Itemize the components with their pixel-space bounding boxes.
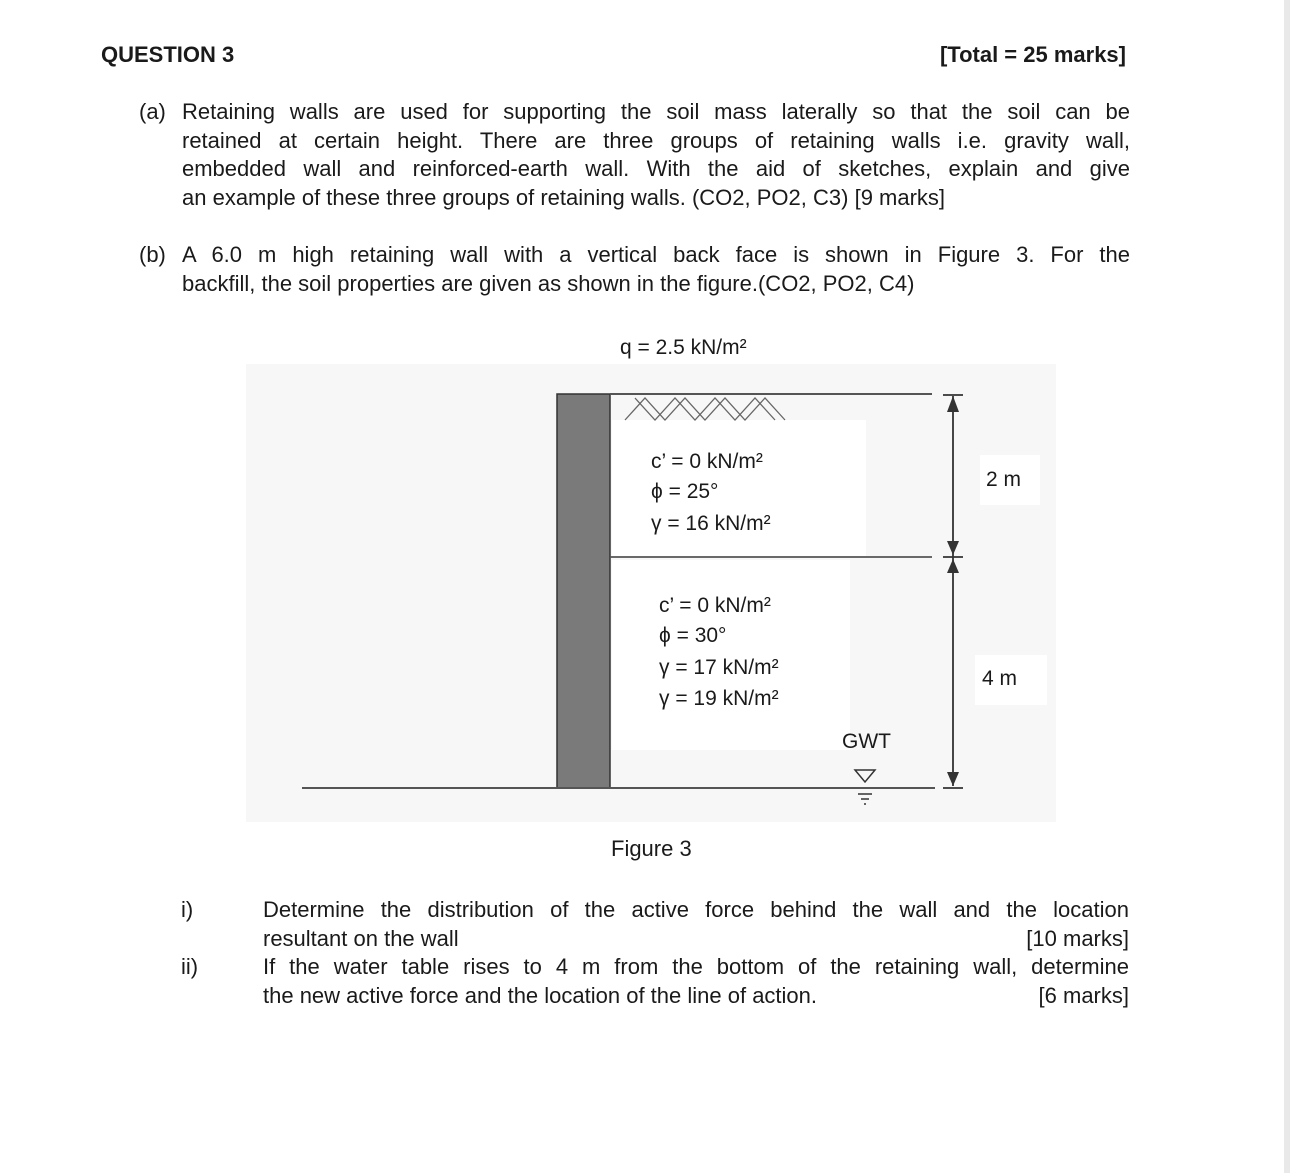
surcharge-label: q = 2.5 kN/m² (620, 336, 747, 359)
gwt-label: GWT (842, 730, 891, 753)
layer1-unit-weight: γ = 16 kN/m² (651, 512, 771, 535)
layer1-friction-angle: ϕ = 25° (651, 480, 719, 503)
subquestion-ii-line1: If the water table rises to 4 m from the bottom of the retaining wall, determine (263, 954, 1129, 979)
subquestion-i-line2: resultant on the wall (263, 925, 459, 951)
subquestion-ii-line2: the new active force and the location of the line of action. (263, 982, 818, 1008)
part-a-line: Retaining walls are used for supporting the soil mass laterally so that the soil can be (182, 99, 1130, 124)
dimension-4m: 4 m (982, 667, 1018, 690)
part-a-label: (a) (139, 99, 166, 124)
part-a-marks: [9 marks] (854, 184, 946, 210)
part-b-label: (b) (139, 242, 166, 267)
question-title: QUESTION 3 (101, 42, 235, 67)
part-b-line: backfill, the soil properties are given as shown in the figure.(CO2, PO2, C4) (182, 270, 915, 296)
layer2-cohesion: c’ = 0 kN/m² (659, 594, 771, 617)
layer2-saturated-unit-weight: γ = 19 kN/m² (659, 687, 779, 710)
subquestion-ii-line2-row (263, 982, 1129, 1011)
subquestion-i-line1: Determine the distribution of the active force behind the wall and the location (263, 897, 1129, 922)
retaining-wall (557, 394, 610, 788)
layer2-panel (612, 560, 850, 750)
subquestion-ii-marks: [6 marks] (1038, 982, 1129, 1008)
part-b-line: A 6.0 m high retaining wall with a vertical back face is shown in Figure 3. For the (182, 242, 1130, 267)
subquestion-i-marks: [10 marks] (1026, 925, 1129, 951)
layer2-friction-angle: ϕ = 30° (659, 624, 727, 647)
part-a-line: embedded wall and reinforced-earth wall. With the aid of sketches, explain and give (182, 156, 1130, 181)
total-marks: [Total = 25 marks] (939, 42, 1126, 67)
layer1-cohesion: c’ = 0 kN/m² (651, 450, 763, 473)
subquestion-i-label: i) (181, 897, 194, 922)
part-a-line: retained at certain height. There are three groups of retaining walls i.e. gravity wall, (182, 127, 1130, 153)
figure-caption: Figure 3 (611, 836, 692, 861)
subquestion-i (263, 896, 1129, 953)
layer2-unit-weight: γ = 17 kN/m² (659, 656, 779, 679)
part-a-line: an example of these three groups of retaining walls. (CO2, PO2, C3) (182, 184, 849, 210)
subquestion-ii (263, 953, 1129, 1010)
subquestion-ii-label: ii) (181, 954, 199, 979)
dimension-2m: 2 m (986, 468, 1022, 491)
subquestion-i-line2-row (263, 925, 1129, 954)
